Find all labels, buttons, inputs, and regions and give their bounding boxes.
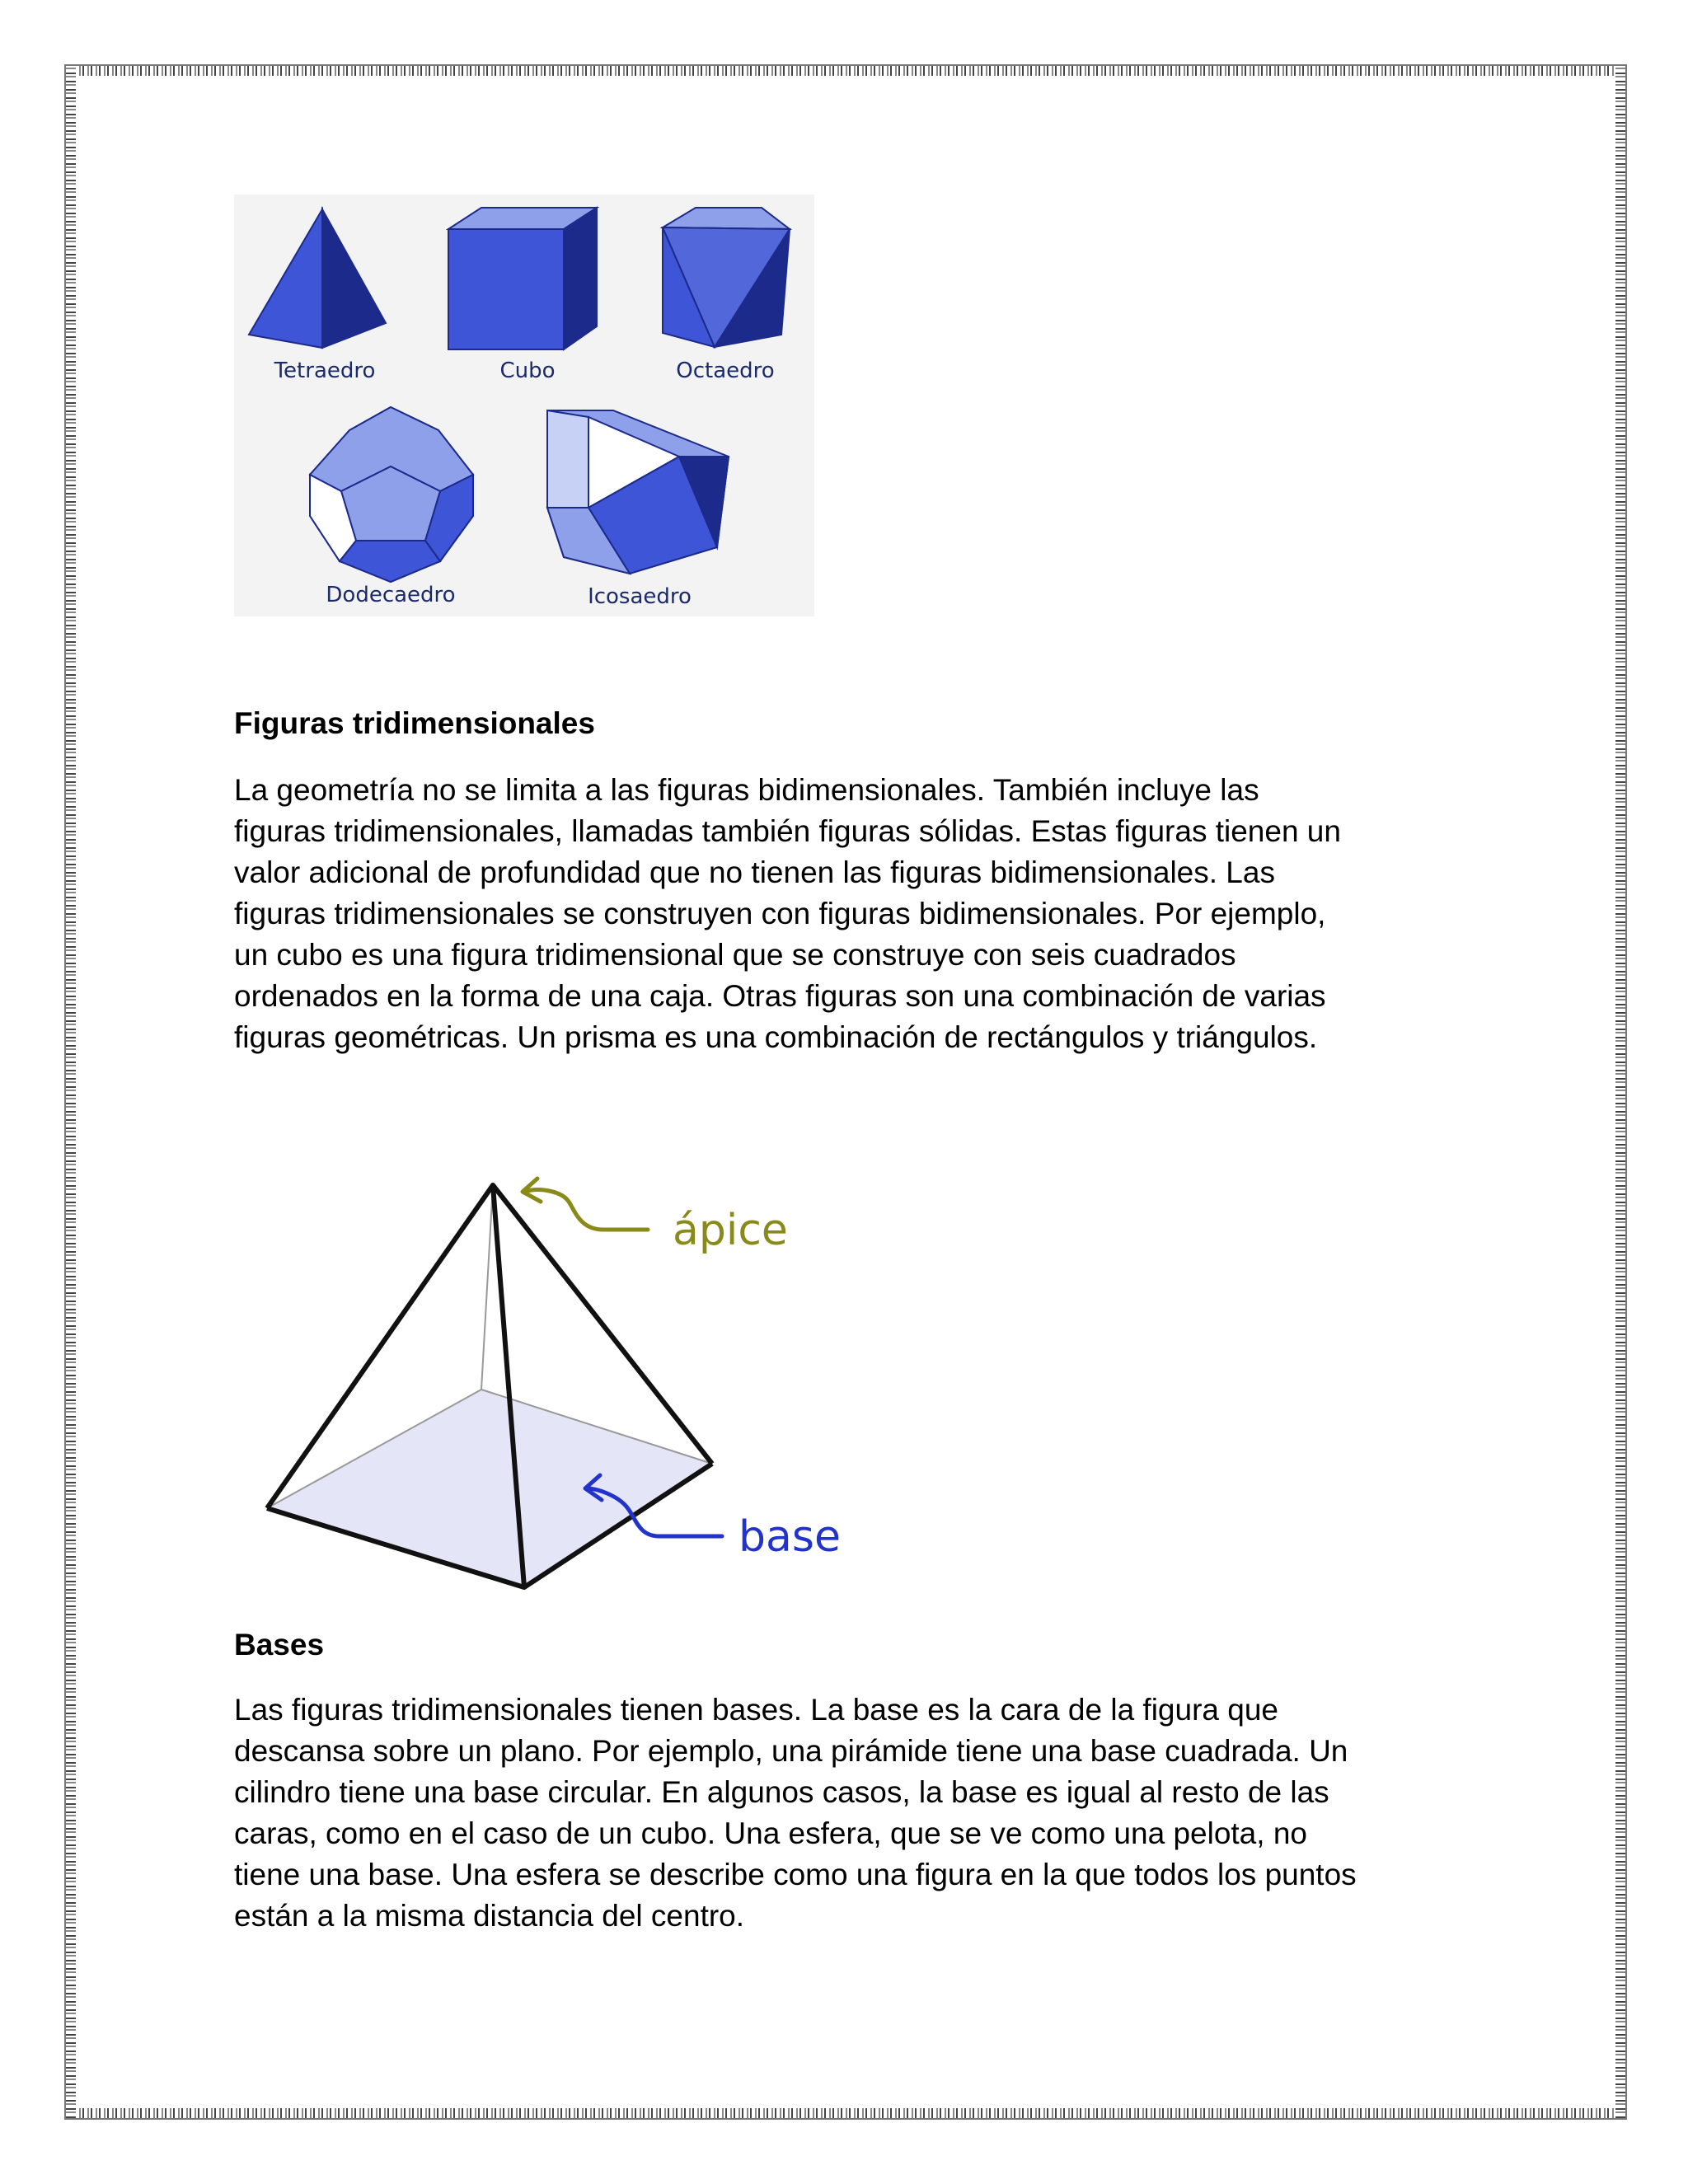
page-border-right [1615, 66, 1625, 2118]
label-octaedro: Octaedro [676, 359, 775, 383]
icosahedron-shape [547, 410, 729, 574]
paragraph-line: figuras geométricas. Un prisma es una combinación de rectángulos y triángulos. [234, 1020, 1318, 1054]
paragraph-line: figuras tridimensionales, llamadas también figuras sólidas. Estas figuras tienen un [234, 814, 1341, 848]
label-tetraedro: Tetraedro [274, 359, 376, 383]
section-heading-figuras: Figuras tridimensionales [234, 706, 595, 740]
tetrahedron-shape [249, 209, 386, 348]
page-border-top [66, 66, 1625, 76]
paragraph-figuras [234, 770, 1470, 1058]
paragraph-line: La geometría no se limita a las figuras bidimensionales. También incluye las [234, 773, 1259, 807]
paragraph-line: Las figuras tridimensionales tienen bases. La base es la cara de la figura que [234, 1693, 1278, 1727]
apex-label: ápice [673, 1206, 788, 1255]
octahedron-shape [663, 208, 790, 347]
label-icosaedro: Icosaedro [588, 584, 692, 609]
paragraph-line: caras, como en el caso de un cubo. Una esfera, que se ve como una pelota, no [234, 1816, 1307, 1850]
paragraph-line: cilindro tiene una base circular. En algunos casos, la base es igual al resto de las [234, 1775, 1329, 1809]
paragraph-line: tiene una base. Una esfera se describe como una figura en la que todos los puntos [234, 1858, 1357, 1891]
label-cubo: Cubo [499, 359, 556, 383]
base-label: base [738, 1512, 841, 1562]
paragraph-line: descansa sobre un plano. Por ejemplo, una pirámide tiene una base cuadrada. Un [234, 1734, 1348, 1768]
paragraph-line: figuras tridimensionales se construyen con figuras bidimensionales. Por ejemplo, [234, 897, 1326, 930]
section-heading-bases: Bases [234, 1628, 325, 1661]
dodecahedron-shape [310, 407, 473, 582]
page-border-bottom [66, 2108, 1625, 2118]
pyramid-base-face [267, 1390, 712, 1587]
polyhedra-illustration [234, 194, 814, 616]
apex-arrow [523, 1179, 648, 1230]
paragraph-line: ordenados en la forma de una caja. Otras figuras son una combinación de varias [234, 979, 1326, 1013]
cube-shape [448, 208, 597, 349]
page-border-left [66, 66, 76, 2118]
pyramid-figure [247, 1129, 874, 1607]
polyhedra-figure [234, 194, 814, 616]
pyramid-illustration [247, 1129, 874, 1607]
paragraph-line: valor adicional de profundidad que no tienen las figuras bidimensionales. Las [234, 855, 1275, 889]
paragraph-line: un cubo es una figura tridimensional que se construye con seis cuadrados [234, 938, 1236, 972]
paragraph-line: están a la misma distancia del centro. [234, 1899, 745, 1933]
paragraph-bases [234, 1690, 1470, 1937]
label-dodecaedro: Dodecaedro [326, 583, 456, 607]
